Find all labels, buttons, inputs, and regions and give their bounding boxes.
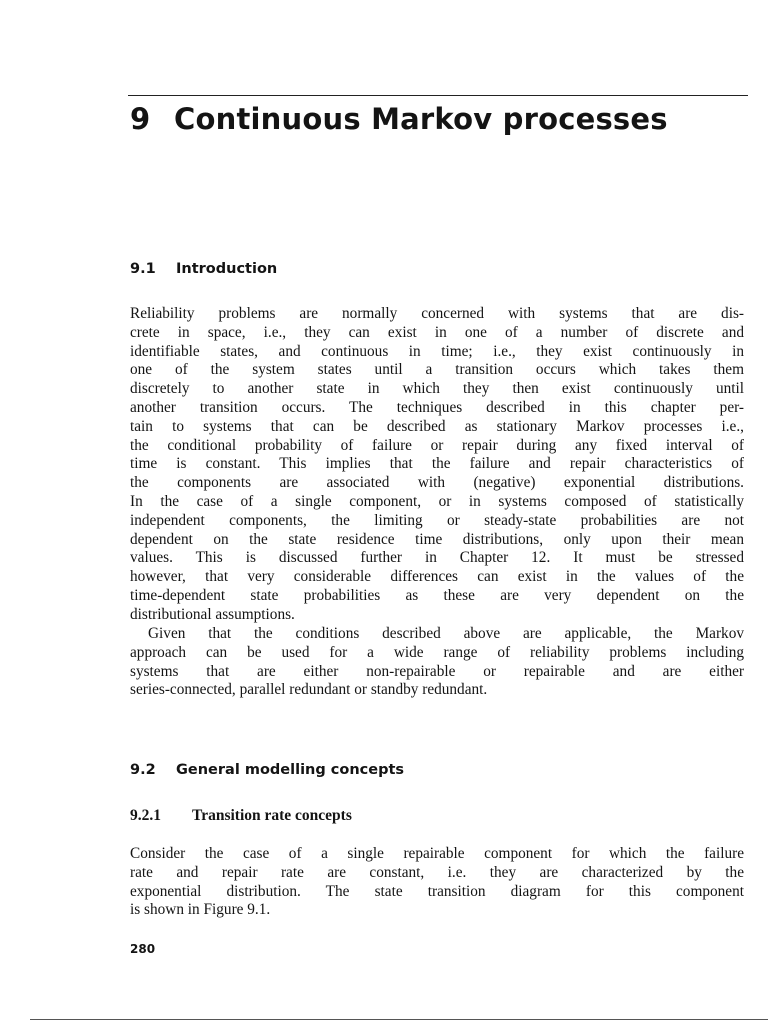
text-line: one of the system states until a transition occurs which takes them — [130, 361, 744, 379]
text-line: is shown in Figure 9.1. — [130, 901, 271, 919]
page-number: 280 — [130, 942, 156, 956]
text-line: distributional assumptions. — [130, 605, 295, 623]
text-line: time is constant. This implies that the failure and repair characteristics of — [130, 455, 744, 473]
text-line: rate and repair rate are constant, i.e. they are characterized by the — [130, 863, 744, 881]
chapter-number: 9 — [130, 102, 151, 136]
text-line: time-dependent state probabilities as these are very dependent on the — [130, 586, 744, 604]
section-number: 9.2 — [130, 762, 156, 778]
paragraph-intro-2 — [130, 625, 744, 700]
text-line: however, that very considerable differences can exist in the values of the — [130, 568, 744, 586]
text-line: another transition occurs. The techniques described in this chapter per- — [130, 398, 744, 416]
text-line: identifiable states, and continuous in time; i.e., they exist continuously in — [130, 342, 744, 360]
text-line: series-connected, parallel redundant or standby redundant. — [130, 681, 488, 699]
section-title: General modelling concepts — [176, 762, 405, 778]
text-line: dependent on the state residence time distributions, only upon their mean — [130, 530, 744, 548]
section-heading-9-1 — [130, 259, 277, 279]
text-line: the components are associated with (negative) exponential distributions. — [130, 474, 744, 492]
text-line: the conditional probability of failure or repair during any fixed interval of — [130, 436, 744, 454]
subsection-number: 9.2.1 — [130, 807, 161, 824]
text-line: crete in space, i.e., they can exist in one of a number of discrete and — [130, 323, 744, 341]
page-bottom-edge — [30, 1019, 768, 1020]
section-heading-9-2 — [130, 760, 404, 780]
text-line: exponential distribution. The state transition diagram for this component — [130, 882, 744, 900]
text-line: tain to systems that can be described as stationary Markov processes i.e., — [130, 417, 744, 435]
text-line: independent components, the limiting or steady-state probabilities are not — [130, 511, 744, 529]
text-line: values. This is discussed further in Chapter 12. It must be stressed — [130, 549, 744, 567]
subsection-heading-9-2-1 — [130, 806, 352, 826]
text-line: Given that the conditions described above are applicable, the Markov — [148, 625, 744, 642]
paragraph-transition-rate — [130, 845, 744, 920]
text-line: approach can be used for a wide range of reliability problems including — [130, 643, 744, 661]
text-line: discretely to another state in which they then exist continuously until — [130, 380, 744, 398]
chapter-title — [130, 99, 750, 139]
subsection-title: Transition rate concepts — [192, 807, 352, 824]
section-number: 9.1 — [130, 261, 156, 277]
chapter-title-text: Continuous Markov processes — [174, 102, 668, 136]
text-line: Consider the case of a single repairable component for which the failure — [130, 845, 744, 862]
text-line: Reliability problems are normally concerned with systems that are dis- — [130, 305, 744, 322]
paragraph-intro-1 — [130, 305, 744, 625]
text-line: systems that are either non-repairable or repairable and are either — [130, 662, 744, 680]
text-line: In the case of a single component, or in systems composed of statistically — [130, 492, 744, 510]
section-title: Introduction — [176, 261, 278, 277]
chapter-top-rule — [128, 95, 748, 96]
